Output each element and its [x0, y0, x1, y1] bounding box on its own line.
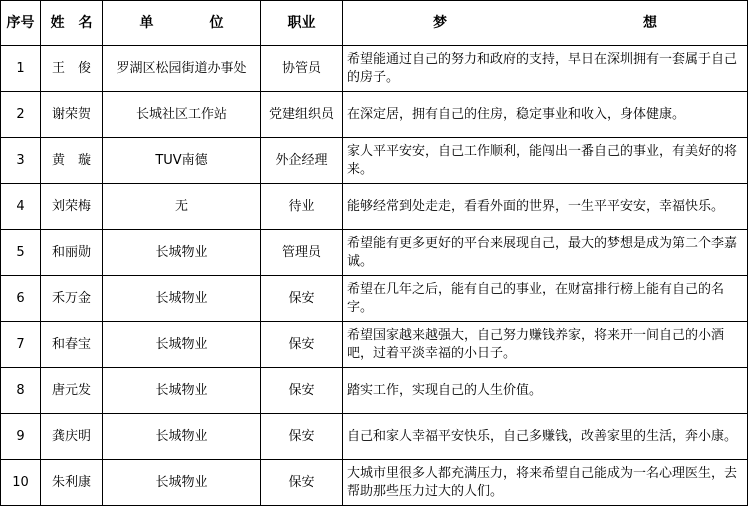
row-index: 8 — [1, 368, 41, 414]
row-unit: 长城物业 — [103, 230, 261, 276]
row-index: 3 — [1, 138, 41, 184]
row-dream: 踏实工作，实现自己的人生价值。 — [343, 368, 748, 414]
row-unit: 长城社区工作站 — [103, 92, 261, 138]
table-row — [1, 46, 748, 92]
table-row — [1, 322, 748, 368]
header-name: 姓 名 — [41, 1, 103, 46]
row-occupation: 保安 — [261, 414, 343, 460]
row-name: 谢荣贺 — [41, 92, 103, 138]
row-unit: 长城物业 — [103, 368, 261, 414]
row-name: 唐元发 — [41, 368, 103, 414]
header-dream: 梦 想 — [343, 1, 748, 46]
row-unit: 长城物业 — [103, 460, 261, 506]
header-occupation: 职业 — [261, 1, 343, 46]
table-row — [1, 414, 748, 460]
row-index: 6 — [1, 276, 41, 322]
row-name: 朱利康 — [41, 460, 103, 506]
row-index: 1 — [1, 46, 41, 92]
row-name: 王 俊 — [41, 46, 103, 92]
row-dream: 自己和家人幸福平安快乐，自己多赚钱，改善家里的生活，奔小康。 — [343, 414, 748, 460]
row-index: 9 — [1, 414, 41, 460]
row-occupation: 管理员 — [261, 230, 343, 276]
table-row — [1, 276, 748, 322]
row-dream: 家人平平安安，自己工作顺利，能闯出一番自己的事业，有美好的将来。 — [343, 138, 748, 184]
header-unit: 单 位 — [103, 1, 261, 46]
table-row — [1, 92, 748, 138]
row-unit: TUV南德 — [103, 138, 261, 184]
table-row — [1, 460, 748, 506]
row-occupation: 协管员 — [261, 46, 343, 92]
row-dream: 希望能有更多更好的平台来展现自己，最大的梦想是成为第二个李嘉诚。 — [343, 230, 748, 276]
row-unit: 长城物业 — [103, 414, 261, 460]
row-index: 2 — [1, 92, 41, 138]
row-unit: 无 — [103, 184, 261, 230]
row-index: 7 — [1, 322, 41, 368]
row-dream: 希望能通过自己的努力和政府的支持，早日在深圳拥有一套属于自己的房子。 — [343, 46, 748, 92]
table-row — [1, 184, 748, 230]
table-row — [1, 138, 748, 184]
row-name: 和丽勋 — [41, 230, 103, 276]
row-unit: 罗湖区松园街道办事处 — [103, 46, 261, 92]
row-name: 刘荣梅 — [41, 184, 103, 230]
row-occupation: 保安 — [261, 322, 343, 368]
header-row — [1, 1, 748, 46]
header-index: 序号 — [1, 1, 41, 46]
row-name: 和春宝 — [41, 322, 103, 368]
table-row — [1, 368, 748, 414]
row-dream: 大城市里很多人都充满压力，将来希望自己能成为一名心理医生，去帮助那些压力过大的人们。 — [343, 460, 748, 506]
row-occupation: 党建组织员 — [261, 92, 343, 138]
row-name: 黄 璇 — [41, 138, 103, 184]
row-dream: 能够经常到处走走，看看外面的世界，一生平平安安，幸福快乐。 — [343, 184, 748, 230]
row-occupation: 保安 — [261, 368, 343, 414]
row-occupation: 保安 — [261, 460, 343, 506]
row-unit: 长城物业 — [103, 276, 261, 322]
row-name: 禾万金 — [41, 276, 103, 322]
row-occupation: 外企经理 — [261, 138, 343, 184]
row-occupation: 待业 — [261, 184, 343, 230]
row-dream: 希望国家越来越强大，自己努力赚钱养家，将来开一间自己的小酒吧，过着平淡幸福的小日子。 — [343, 322, 748, 368]
row-unit: 长城物业 — [103, 322, 261, 368]
row-dream: 在深定居，拥有自己的住房，稳定事业和收入，身体健康。 — [343, 92, 748, 138]
row-occupation: 保安 — [261, 276, 343, 322]
table-row — [1, 230, 748, 276]
row-dream: 希望在几年之后，能有自己的事业，在财富排行榜上能有自己的名字。 — [343, 276, 748, 322]
row-index: 4 — [1, 184, 41, 230]
row-index: 10 — [1, 460, 41, 506]
row-index: 5 — [1, 230, 41, 276]
row-name: 龚庆明 — [41, 414, 103, 460]
